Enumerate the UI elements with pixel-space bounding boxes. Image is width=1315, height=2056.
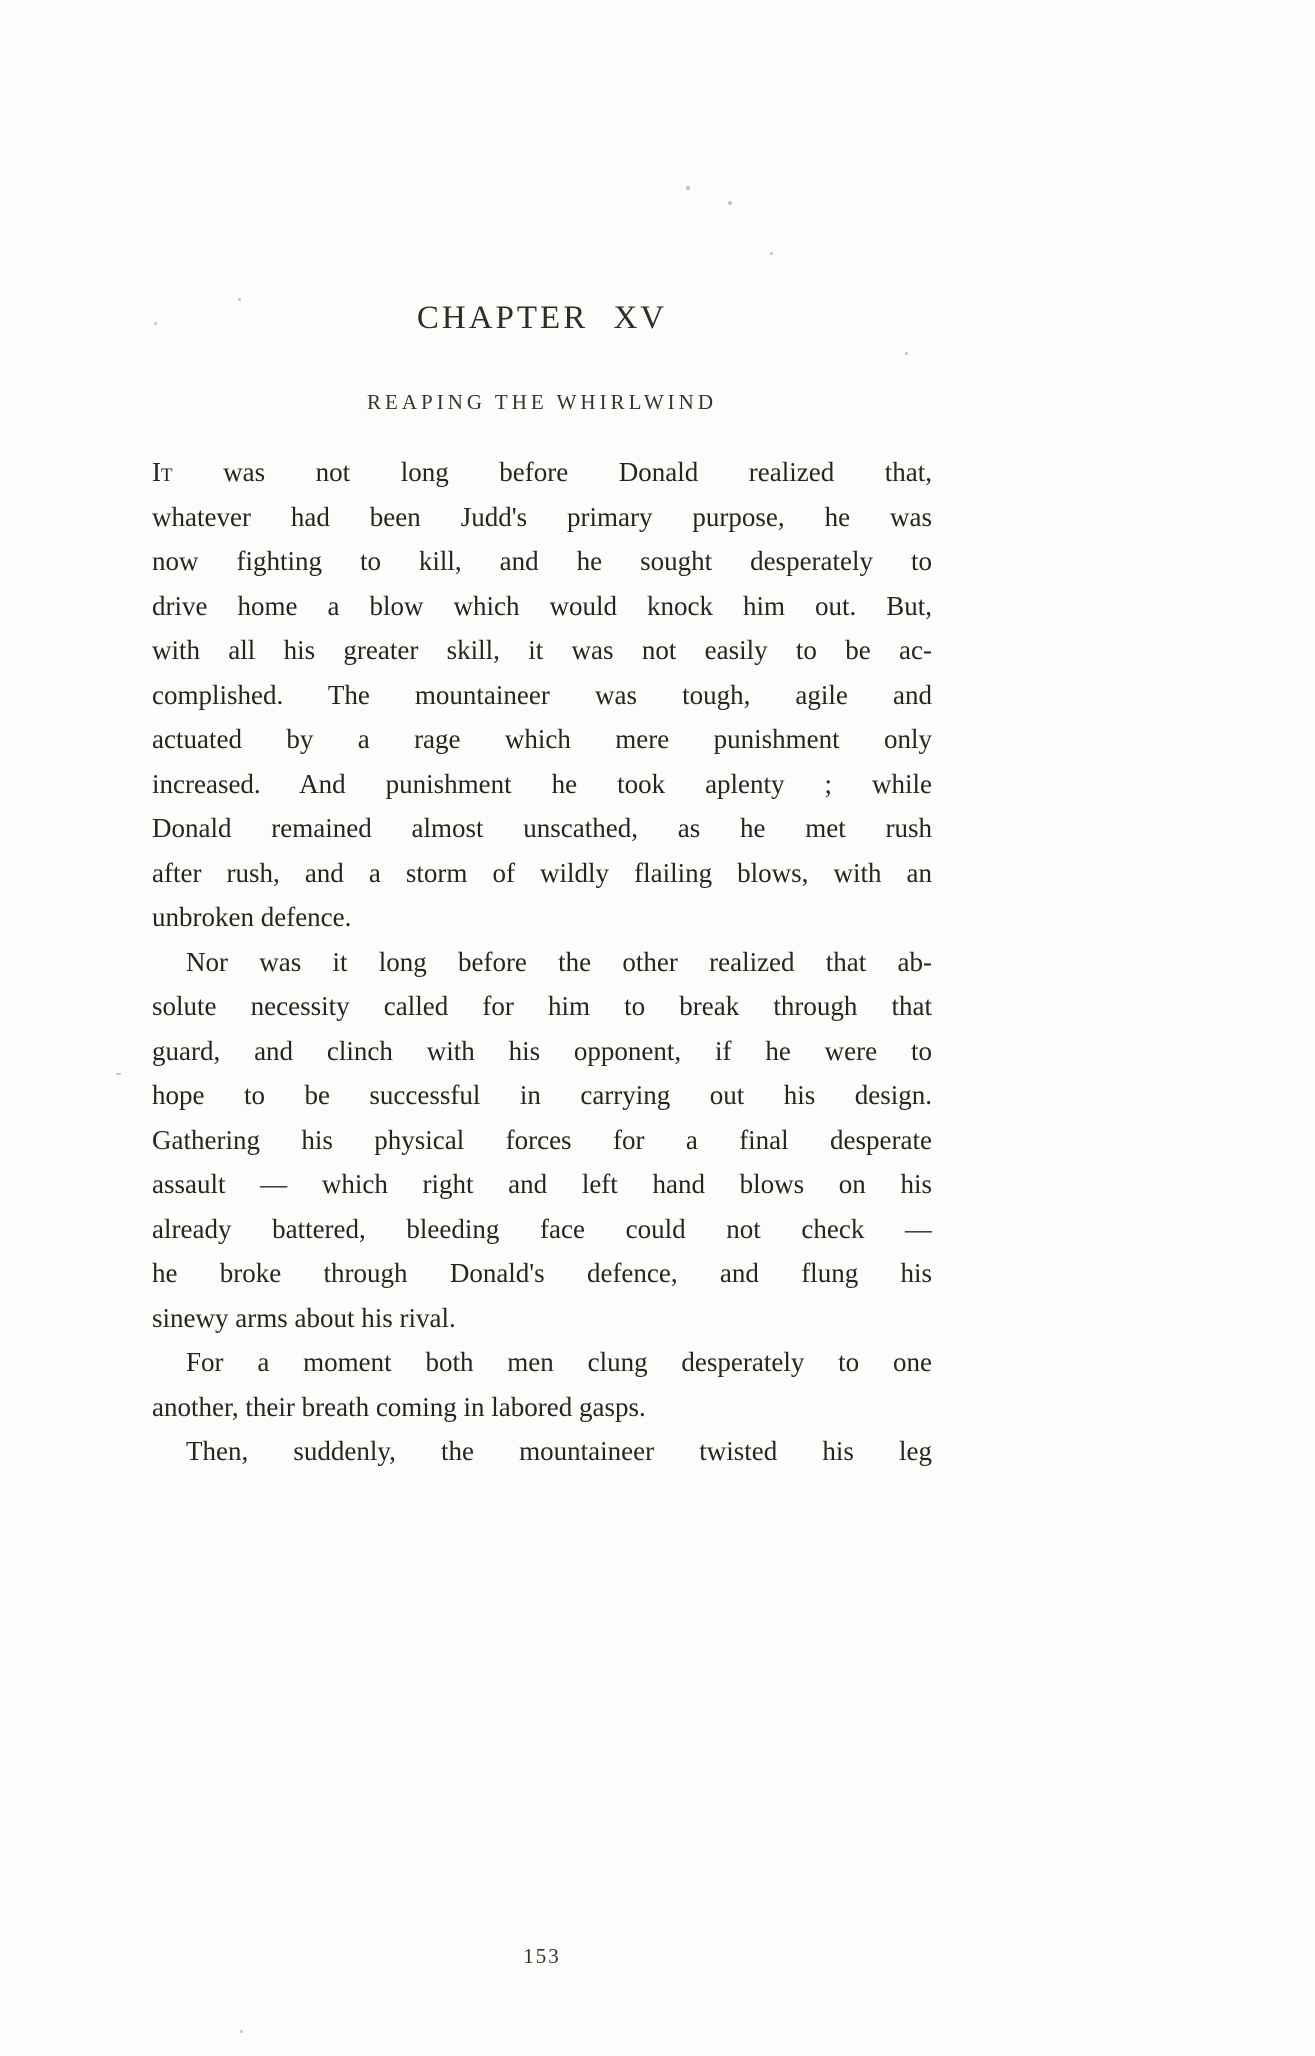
text-line: after rush, and a storm of wildly flailing blows, with an [152, 857, 932, 888]
scan-speck [238, 298, 241, 301]
text-line: unbroken defence. [152, 902, 352, 932]
paragraph [152, 450, 932, 940]
text-line: complished. The mountaineer was tough, agile and [152, 679, 932, 710]
text-line: It was not long before Donald realized that, [152, 457, 932, 487]
text-line: assault — which right and left hand blows on his [152, 1169, 932, 1199]
text-line: now fighting to kill, and he sought desperately to [152, 546, 932, 576]
scan-speck [905, 352, 908, 355]
text-line: Nor was it long before the other realized that ab- [186, 946, 932, 977]
lead-word: It [152, 457, 173, 487]
chapter-subtitle: REAPING THE WHIRLWIND [367, 390, 717, 414]
page-number: 153 [523, 1944, 561, 1968]
text-line: he broke through Donald's defence, and flung his [152, 1258, 932, 1288]
paragraph [152, 1340, 932, 1429]
text-line: already battered, bleeding face could not check — [152, 1213, 932, 1244]
paragraph [152, 940, 932, 1341]
text-line: Gathering his physical forces for a final desperate [152, 1124, 932, 1155]
text-line: Then, suddenly, the mountaineer twisted his leg [186, 1436, 932, 1466]
text-line: Donald remained almost unscathed, as he met rush [152, 813, 932, 843]
text-line: increased. And punishment he took aplenty ; while [152, 768, 932, 799]
text-line: drive home a blow which would knock him out. But, [152, 590, 932, 621]
scan-speck [154, 322, 157, 325]
scan-speck [728, 201, 732, 205]
text-line: with all his greater skill, it was not easily to be ac- [152, 635, 932, 665]
text-line: For a moment both men clung desperately to one [186, 1347, 932, 1377]
paragraph [152, 1429, 932, 1474]
text-line: guard, and clinch with his opponent, if he were to [152, 1035, 932, 1066]
scan-speck [770, 252, 773, 255]
text-line: another, their breath coming in labored gasps. [152, 1391, 646, 1422]
scan-speck [240, 2030, 243, 2033]
text-line: hope to be successful in carrying out his design. [152, 1080, 932, 1110]
chapter-heading: CHAPTER XV [416, 300, 668, 336]
scan-speck [686, 186, 690, 190]
body-text [152, 450, 932, 1474]
text-line: solute necessity called for him to break through that [152, 991, 932, 1021]
scan-speck [116, 1073, 121, 1075]
text-line: sinewy arms about his rival. [152, 1302, 456, 1333]
text-line: whatever had been Judd's primary purpose, he was [152, 501, 932, 532]
text-line: actuated by a rage which mere punishment only [152, 724, 932, 754]
